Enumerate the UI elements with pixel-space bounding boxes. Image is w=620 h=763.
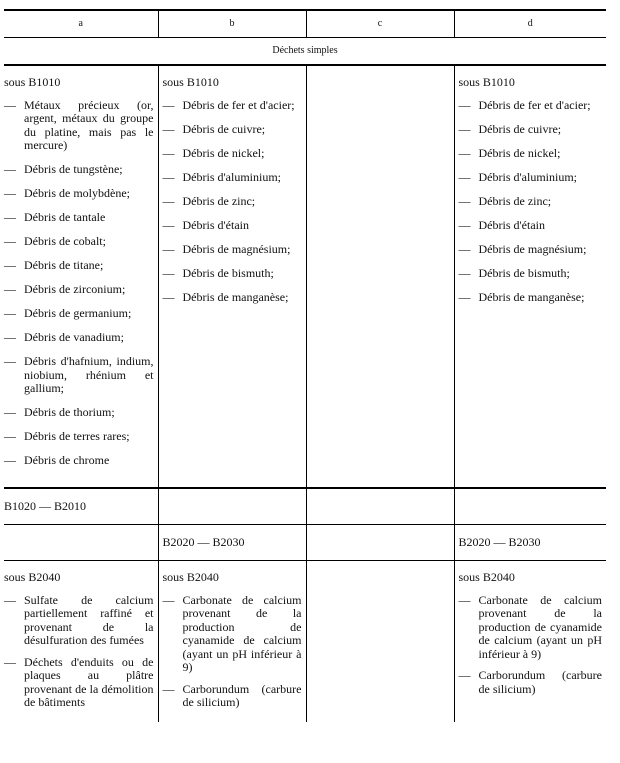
list-item-text: Métaux précieux (or, argent, métaux du groupe du platine, mais pas le mercure) xyxy=(24,97,154,152)
table-row-b1020 xyxy=(4,488,606,525)
list-item-text: Débris de zinc; xyxy=(182,193,256,208)
list-item xyxy=(4,594,154,648)
cell-d-b1010 xyxy=(454,65,606,488)
dash-marker: — xyxy=(458,289,471,304)
dash-marker: — xyxy=(4,330,16,344)
list-item xyxy=(4,187,154,201)
cell-b-b2040 xyxy=(158,561,306,722)
list-item xyxy=(4,656,154,710)
dash-marker: — xyxy=(4,234,16,248)
cell-b-b1010 xyxy=(158,65,306,488)
list-item xyxy=(459,99,603,113)
item-list xyxy=(459,594,603,697)
list-item-text: Débris d'aluminium; xyxy=(478,169,577,184)
list-item xyxy=(163,594,302,675)
dash-marker: — xyxy=(4,97,16,112)
column-header-row xyxy=(4,10,606,38)
list-item xyxy=(163,267,302,281)
list-item xyxy=(163,683,302,710)
list-item xyxy=(459,123,603,137)
item-list xyxy=(163,594,302,710)
cell-heading: sous B2040 xyxy=(4,570,61,584)
dash-marker: — xyxy=(162,265,175,280)
list-item-text: Débris de cobalt; xyxy=(24,234,106,248)
list-item xyxy=(163,219,302,233)
list-item-text: Débris de nickel; xyxy=(182,145,265,160)
cell-c-b2040 xyxy=(306,561,454,722)
item-list xyxy=(4,594,154,710)
dash-marker: — xyxy=(162,121,175,136)
dash-marker: — xyxy=(4,186,16,200)
list-item xyxy=(459,669,603,696)
dash-marker: — xyxy=(458,97,471,112)
list-item xyxy=(163,147,302,161)
list-item xyxy=(4,355,154,396)
item-list xyxy=(4,99,154,468)
cell-c-b1010 xyxy=(306,65,454,488)
cell-a-b2040 xyxy=(4,561,158,722)
dash-marker: — xyxy=(4,162,16,176)
dash-marker: — xyxy=(4,282,16,296)
list-item-text: Débris de fer et d'acier; xyxy=(478,97,591,112)
dash-marker: — xyxy=(4,405,16,419)
dash-marker: — xyxy=(162,193,175,208)
list-item xyxy=(459,291,603,305)
cell-c-b2020 xyxy=(306,525,454,561)
dash-marker: — xyxy=(4,258,16,272)
list-item xyxy=(4,307,154,321)
section-title: Déchets simples xyxy=(4,38,606,66)
list-item-text: Débris de manganèse; xyxy=(478,289,585,304)
list-item-text: Déchets d'enduits ou de plaques au plâtre provenant de la démolition de bâtiments xyxy=(24,654,154,709)
cell-c-b1020 xyxy=(306,488,454,525)
list-item xyxy=(163,195,302,209)
dash-marker: — xyxy=(4,592,16,607)
list-item-text: Débris de zinc; xyxy=(478,193,552,208)
list-item xyxy=(459,171,603,185)
waste-classification-table xyxy=(4,9,606,722)
dash-marker: — xyxy=(162,681,175,696)
cell-heading: sous B1010 xyxy=(4,75,61,89)
dash-marker: — xyxy=(458,668,471,682)
list-item xyxy=(4,406,154,420)
cell-a-b1020: B1020 — B2010 xyxy=(4,488,158,525)
dash-marker: — xyxy=(162,592,175,607)
list-item xyxy=(163,171,302,185)
list-item-text: Débris de zirconium; xyxy=(24,282,126,296)
dash-marker: — xyxy=(162,241,175,256)
list-item xyxy=(4,99,154,153)
dash-marker: — xyxy=(458,121,471,136)
column-header-d: d xyxy=(454,10,606,38)
list-item-text: Débris de vanadium; xyxy=(24,330,124,344)
list-item xyxy=(459,267,603,281)
list-item-text: Sulfate de calcium partiellement raffiné et provenant de la désulfuration des fumées xyxy=(24,592,154,647)
dash-marker: — xyxy=(4,654,16,669)
dash-marker: — xyxy=(162,97,175,112)
list-item-text: Débris de titane; xyxy=(24,258,104,272)
list-item-text: Débris de magnésium; xyxy=(478,241,587,256)
list-item-text: Débris de molybdène; xyxy=(24,186,130,200)
list-item xyxy=(459,219,603,233)
list-item xyxy=(4,259,154,273)
dash-marker: — xyxy=(458,193,471,208)
dash-marker: — xyxy=(4,429,16,443)
dash-marker: — xyxy=(4,306,16,320)
cell-heading: sous B1010 xyxy=(458,75,515,89)
list-item xyxy=(459,594,603,662)
list-item-text: Débris de bismuth; xyxy=(182,265,274,280)
dash-marker: — xyxy=(4,210,16,224)
dash-marker: — xyxy=(458,592,471,607)
list-item-text: Débris de chrome xyxy=(24,453,110,467)
list-item-text: Carbonate de calcium provenant de la production de cyanamide de calcium (ayant un pH inférieur à 9) xyxy=(478,592,602,661)
cell-heading: sous B1010 xyxy=(162,75,219,89)
list-item-text: Débris de bismuth; xyxy=(478,265,570,280)
list-item xyxy=(163,123,302,137)
dash-marker: — xyxy=(458,169,471,184)
list-item-text: Carbonate de calcium provenant de la production de cyanamide de calcium (ayant un pH inférieur à 9) xyxy=(182,592,302,674)
list-item-text: Débris d'étain xyxy=(182,217,249,232)
list-item-text: Débris d'hafnium, indium, niobium, rhénium et gallium; xyxy=(24,354,154,395)
list-item-text: Débris de manganèse; xyxy=(182,289,289,304)
cell-b-b2020: B2020 — B2030 xyxy=(158,525,306,561)
list-item xyxy=(163,243,302,257)
dash-marker: — xyxy=(458,265,471,280)
list-item-text: Carborundum (carbure de silicium) xyxy=(478,668,602,696)
dash-marker: — xyxy=(162,145,175,160)
list-item-text: Débris de cuivre; xyxy=(182,121,266,136)
list-item-text: Débris de tantale xyxy=(24,210,106,224)
section-title-row xyxy=(4,38,606,66)
dash-marker: — xyxy=(458,241,471,256)
list-item xyxy=(459,195,603,209)
item-list xyxy=(459,99,603,305)
cell-b-b1020 xyxy=(158,488,306,525)
list-item-text: Débris d'aluminium; xyxy=(182,169,281,184)
dash-marker: — xyxy=(162,289,175,304)
list-item-text: Débris de tungstène; xyxy=(24,162,123,176)
column-header-b: b xyxy=(158,10,306,38)
list-item xyxy=(4,235,154,249)
cell-d-b2040 xyxy=(454,561,606,722)
list-item xyxy=(4,331,154,345)
table-row-b2040 xyxy=(4,561,606,722)
list-item-text: Débris de magnésium; xyxy=(182,241,291,256)
list-item-text: Débris d'étain xyxy=(478,217,545,232)
list-item-text: Débris de cuivre; xyxy=(478,121,562,136)
dash-marker: — xyxy=(162,169,175,184)
column-header-a: a xyxy=(4,10,158,38)
dash-marker: — xyxy=(458,145,471,160)
list-item xyxy=(163,291,302,305)
table-row-b1010 xyxy=(4,65,606,488)
list-item xyxy=(163,99,302,113)
list-item-text: Débris de thorium; xyxy=(24,405,115,419)
cell-d-b1020 xyxy=(454,488,606,525)
cell-heading: sous B2040 xyxy=(162,570,219,584)
list-item xyxy=(4,163,154,177)
table-row-b2020 xyxy=(4,525,606,561)
column-header-c: c xyxy=(306,10,454,38)
list-item-text: Débris de terres rares; xyxy=(24,429,130,443)
list-item xyxy=(4,454,154,468)
cell-a-b2020 xyxy=(4,525,158,561)
list-item-text: Débris de fer et d'acier; xyxy=(182,97,295,112)
item-list xyxy=(163,99,302,305)
list-item-text: Débris de germanium; xyxy=(24,306,132,320)
list-item xyxy=(4,430,154,444)
dash-marker: — xyxy=(162,217,175,232)
cell-heading: sous B2040 xyxy=(458,570,515,584)
list-item xyxy=(4,211,154,225)
list-item-text: Débris de nickel; xyxy=(478,145,561,160)
dash-marker: — xyxy=(458,217,471,232)
list-item xyxy=(459,147,603,161)
list-item-text: Carborundum (carbure de silicium) xyxy=(182,681,302,709)
cell-d-b2020: B2020 — B2030 xyxy=(454,525,606,561)
list-item xyxy=(459,243,603,257)
dash-marker: — xyxy=(4,354,16,368)
cell-a-b1010 xyxy=(4,65,158,488)
list-item xyxy=(4,283,154,297)
dash-marker: — xyxy=(4,453,16,467)
